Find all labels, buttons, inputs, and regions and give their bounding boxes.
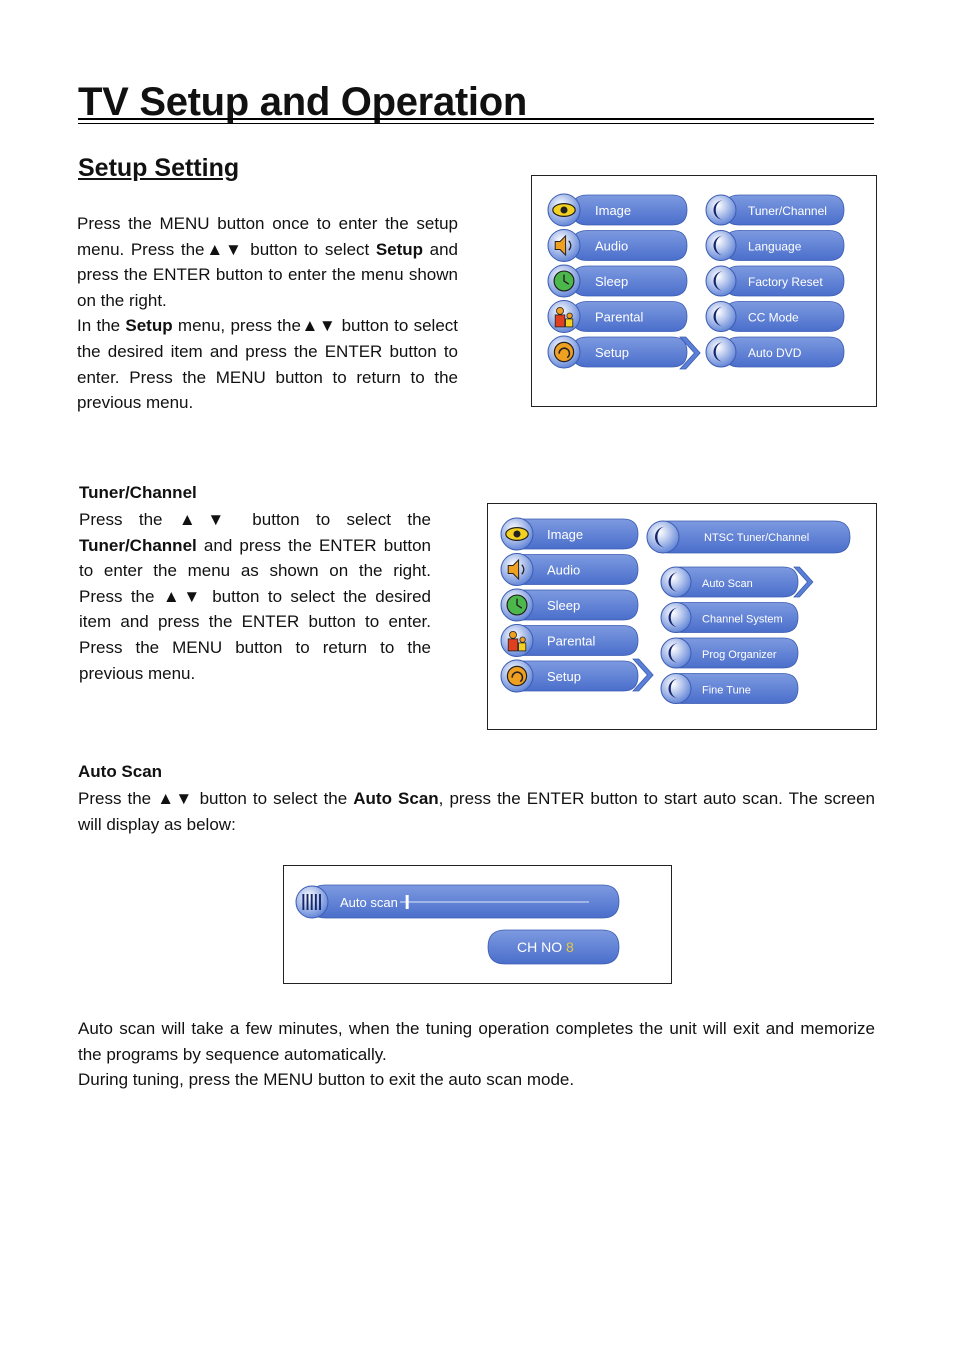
speaker-icon	[548, 230, 580, 262]
menu-item-label: Sleep	[595, 274, 629, 289]
menu-item-label: Image	[595, 203, 632, 218]
setup-para-1: Press the MENU button once to enter the setup menu. Press the▲▼ button to select Setup and press the ENTER button to enter the menu shown on the right.	[77, 214, 458, 310]
auto-scan-label: Auto scan	[340, 895, 398, 910]
submenu-item-label: Channel System	[702, 613, 783, 626]
auto-scan-heading: Auto Scan	[78, 762, 163, 781]
submenu-header-label: NTSC Tuner/Channel	[704, 532, 810, 544]
setup-setting-body	[77, 211, 458, 416]
moon-icon	[661, 638, 691, 668]
auto-scan-osd	[284, 866, 670, 982]
eye-icon	[501, 518, 533, 550]
page-title: TV Setup and Operation	[78, 80, 527, 124]
menu-item-label: Image	[547, 527, 584, 542]
submenu-item-label: Fine Tune	[702, 684, 751, 697]
tuner-channel-menu-osd	[488, 504, 875, 728]
channel-number-value: 8	[566, 939, 574, 955]
tuner-channel-menu-figure	[487, 503, 877, 730]
tuner-channel-heading: Tuner/Channel	[79, 483, 197, 502]
auto-scan-para-3: During tuning, press the MENU button to exit the auto scan mode.	[78, 1070, 575, 1089]
people-icon	[501, 625, 533, 657]
moon-icon	[706, 337, 736, 367]
channel-number-label: CH NO 8	[517, 939, 574, 955]
setup-icon	[501, 660, 533, 692]
moon-icon	[706, 302, 736, 332]
menu-item-label: Setup	[547, 669, 581, 684]
setup-icon	[548, 336, 580, 368]
setup-menu-figure	[531, 175, 877, 407]
moon-icon	[706, 231, 736, 261]
menu-item-label: Audio	[595, 238, 629, 254]
auto-scan-para-1: Press the ▲▼ button to select the Auto Scan, press the ENTER button to start auto scan. The screen will display as below:	[78, 789, 875, 834]
submenu-item-label: Prog Organizer	[702, 649, 777, 661]
setup-menu-osd	[532, 176, 875, 405]
setup-setting-heading: Setup Setting	[78, 154, 240, 182]
menu-item-audio	[572, 231, 687, 261]
auto-scan-para-2: Auto scan will take a few minutes, when the tuning operation completes the unit will exit and memorize the programs by sequence automatically.	[78, 1019, 875, 1064]
menu-item-label: Setup	[595, 345, 629, 360]
title-rule	[78, 118, 874, 124]
moon-icon	[661, 674, 691, 704]
people-icon	[548, 301, 580, 333]
submenu-item-label: Factory Reset	[748, 275, 823, 289]
menu-item-label: Audio	[547, 562, 581, 578]
moon-icon	[661, 603, 691, 633]
progress-marker	[406, 895, 409, 909]
auto-scan-figure	[283, 865, 672, 984]
moon-icon	[706, 195, 736, 225]
eye-icon	[548, 194, 580, 226]
menu-item-setup	[572, 337, 687, 367]
submenu-item-label: Language	[748, 239, 802, 254]
submenu-item-label: Auto DVD	[748, 346, 802, 360]
submenu-item-label: Auto Scan	[702, 578, 753, 590]
setup-para-2: In the Setup menu, press the▲▼ button to select the desired item and press the ENTER button to enter. Press the MENU button to return to the previous menu.	[77, 316, 458, 413]
clock-icon	[501, 589, 533, 621]
signal-bars-icon	[296, 886, 328, 918]
submenu-item-label: Tuner/Channel	[748, 204, 827, 218]
menu-item-label: Parental	[547, 633, 596, 649]
tuner-channel-body: Press the ▲▼ button to select the Tuner/Channel and press the ENTER button to enter the menu as shown on the right. Press the ▲▼ button to select the desired item and press the ENTER button to enter. Press the MENU button to return to the previous menu.	[79, 510, 431, 683]
moon-icon	[661, 567, 691, 597]
moon-icon	[706, 266, 736, 296]
moon-icon	[647, 521, 679, 553]
speaker-icon	[501, 554, 533, 586]
menu-item-label: Sleep	[547, 598, 581, 613]
submenu-item-label: CC Mode	[748, 310, 799, 325]
menu-item-sleep	[572, 266, 687, 296]
clock-icon	[548, 265, 580, 297]
menu-item-label: Parental	[595, 309, 644, 325]
